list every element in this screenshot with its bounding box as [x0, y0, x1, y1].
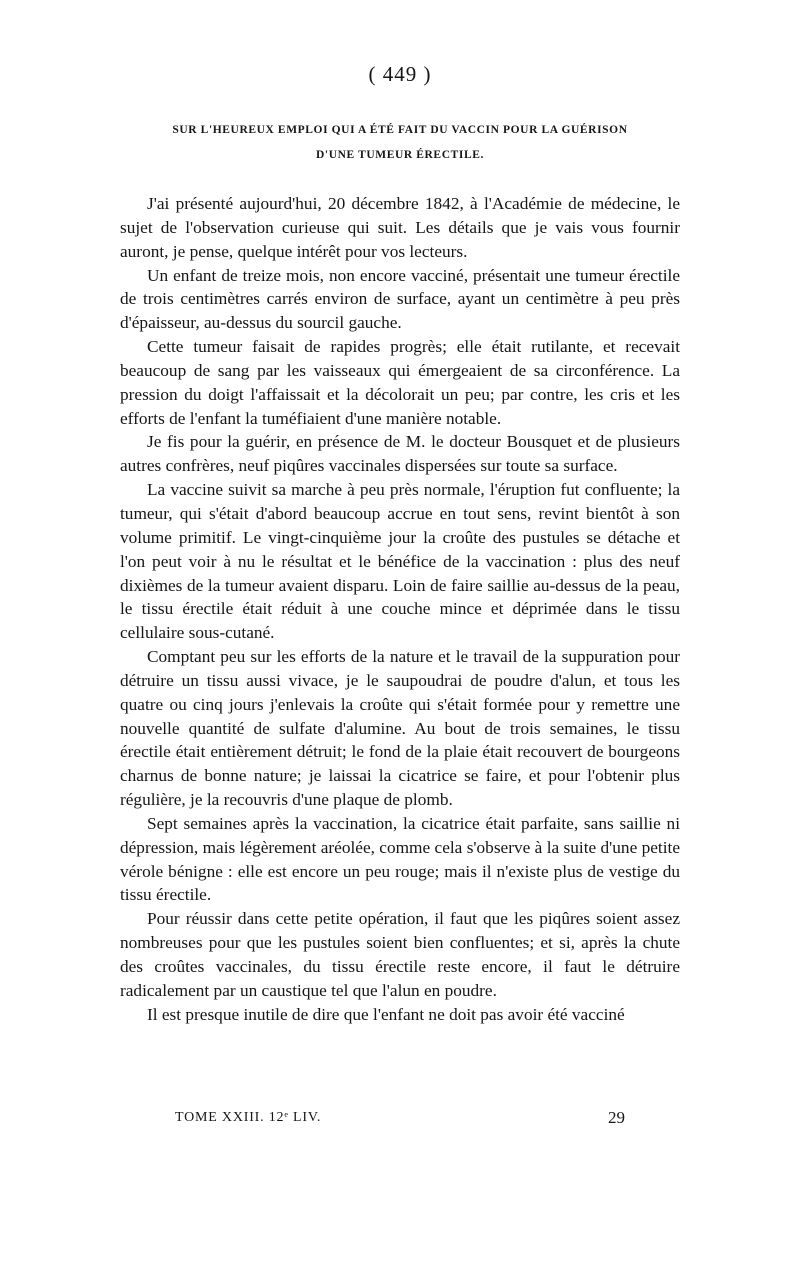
book-page — [120, 0, 680, 1262]
article-title — [120, 118, 680, 168]
paragraph-1: J'ai présenté aujourd'hui, 20 décembre 1842, à l'Académie de médecine, le sujet de l'observation curieuse qui suit. Les détails que je vais vous fournir auront, je pense, quelque intérêt pour vos lecteurs. — [120, 194, 680, 261]
paragraph-3: Cette tumeur faisait de rapides progrès; elle était rutilante, et recevait beaucoup de sang par les vaisseaux qui émergeaient de sa circonférence. La pression du doigt l'affaissait et la décolorait un peu; par contre, les cris et les efforts de l'enfant la tuméfiaient d'une manière notable. — [120, 337, 680, 428]
paragraph-6: Comptant peu sur les efforts de la nature et le travail de la suppuration pour détruire un tissu aussi vivace, je le saupoudrai de poudre d'alun, et tous les quatre ou cinq jours j'enlevais la croûte qui s'était formée pour y remettre une nouvelle quantité de sulfate d'alumine. Au bout de trois semaines, le tissu érectile était entièrement détruit; le fond de la plaie était recouvert de bourgeons charnus de bonne nature; je laissai la cicatrice se faire, et pour l'obtenir plus régulière, je la recouvris d'une plaque de plomb. — [120, 647, 680, 810]
paragraph-5: La vaccine suivit sa marche à peu près normale, l'éruption fut confluente; la tumeur, qui s'était d'abord beaucoup accrue en tout sens, revint bientôt à son volume primitif. Le vingt-cinquième jour la croûte des pustules se détache et l'on peut voir à nu le résultat et le bénéfice de la vaccination : plus des neuf dixièmes de la tumeur avaient disparu. Loin de faire saillie au-dessus de la peau, le tissu érectile était réduit à une couche mince et déprimée dans le tissu cellulaire sous-cutané. — [120, 480, 680, 643]
article-title-line-1: SUR L'HEUREUX EMPLOI QUI A ÉTÉ FAIT DU VACCIN POUR LA GUÉRISON — [172, 124, 628, 136]
paragraph-7: Sept semaines après la vaccination, la cicatrice était parfaite, sans saillie ni dépression, mais légèrement aréolée, comme cela s'observe à la suite d'une petite vérole bénigne : elle est encore un peu rouge; mais il n'existe plus de vestige du tissu érectile. — [120, 813, 680, 905]
page-number: ( 449 ) — [368, 62, 432, 86]
article-title-line-2: D'UNE TUMEUR ÉRECTILE. — [316, 149, 484, 161]
signature-mark: 29 — [608, 1108, 625, 1127]
volume-signature: TOME XXIII. 12ᵉ LIV. — [175, 1110, 322, 1125]
paragraph-8: Pour réussir dans cette petite opération, il faut que les piqûres soient assez nombreuses pour que les pustules soient bien confluentes; et si, après la chute des croûtes vaccinales, du tissu érectile reste encore, il faut le détruire radicalement par un caustique tel que l'alun en poudre. — [120, 909, 680, 1000]
paragraph-2: Un enfant de treize mois, non encore vacciné, présentait une tumeur érectile de trois centimètres carrés environ de surface, ayant un centimètre à peu près d'épaisseur, au-dessus du sourcil gauche. — [120, 265, 680, 333]
paragraph-4: Je fis pour la guérir, en présence de M. le docteur Bousquet et de plusieurs autres confrères, neuf piqûres vaccinales dispersées sur toute sa surface. — [120, 432, 680, 476]
paragraph-9: Il est presque inutile de dire que l'enfant ne doit pas avoir été vacciné — [147, 1004, 625, 1024]
article-body — [120, 192, 680, 1027]
page-footer — [120, 1110, 680, 1130]
